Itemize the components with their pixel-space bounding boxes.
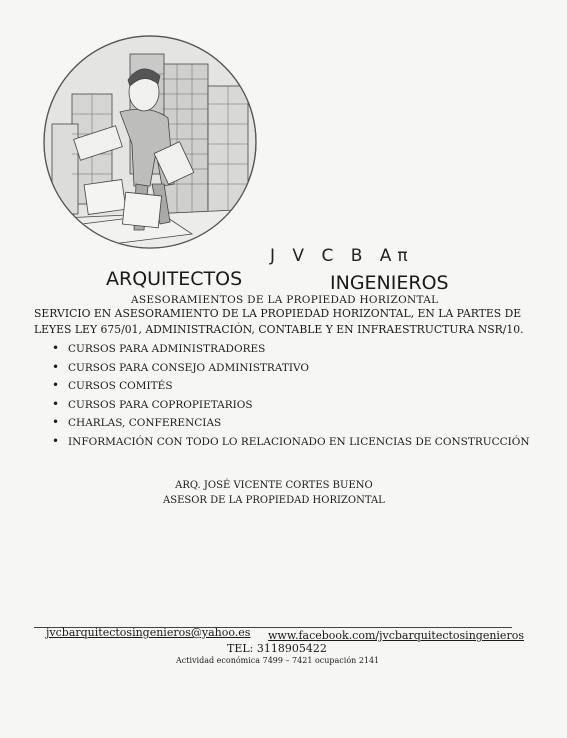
signer-role: ASESOR DE LA PROPIEDAD HORIZONTAL: [163, 495, 385, 506]
list-item: • CURSOS PARA CONSEJO ADMINISTRATIVO: [52, 359, 530, 378]
phone-number: TEL: 3118905422: [227, 642, 327, 655]
signer-block: [163, 478, 385, 508]
brand-logo-text: J V C B Aπ: [270, 246, 414, 266]
service-title: ASESORAMIENTOS DE LA PROPIEDAD HORIZONTAL: [131, 294, 439, 306]
facebook-link[interactable]: www.facebook.com/jvcbarquitectosingenieros: [268, 629, 524, 642]
list-item: • CHARLAS, CONFERENCIAS: [52, 414, 530, 433]
activity-code: Actividad económica 7499 – 7421 ocupación 2141: [176, 656, 380, 665]
list-item: • CURSOS PARA ADMINISTRADORES: [52, 340, 530, 359]
courses-list: [52, 340, 530, 451]
engineers-label: INGENIEROS: [330, 272, 449, 294]
signer-name: ARQ. JOSÉ VICENTE CORTES BUENO: [175, 480, 373, 491]
list-item: • CURSOS COMITÉS: [52, 377, 530, 396]
list-item: • CURSOS PARA COPROPIETARIOS: [52, 396, 530, 415]
architects-label: ARQUITECTOS: [106, 268, 243, 290]
businessman-illustration: [42, 34, 258, 250]
email-link[interactable]: jvcbarquitectosingenieros@yahoo.es: [46, 626, 251, 639]
service-description: SERVICIO EN ASESORAMIENTO DE LA PROPIEDAD HORIZONTAL, EN LA PARTES DE LEYES LEY 675/01, ADMINISTRACIÓN, CONTABLE Y EN INFRAESTRUCTURA NSR/10.: [34, 307, 524, 336]
list-item: • INFORMACIÓN CON TODO LO RELACIONADO EN LICENCIAS DE CONSTRUCCIÓN: [52, 433, 530, 452]
